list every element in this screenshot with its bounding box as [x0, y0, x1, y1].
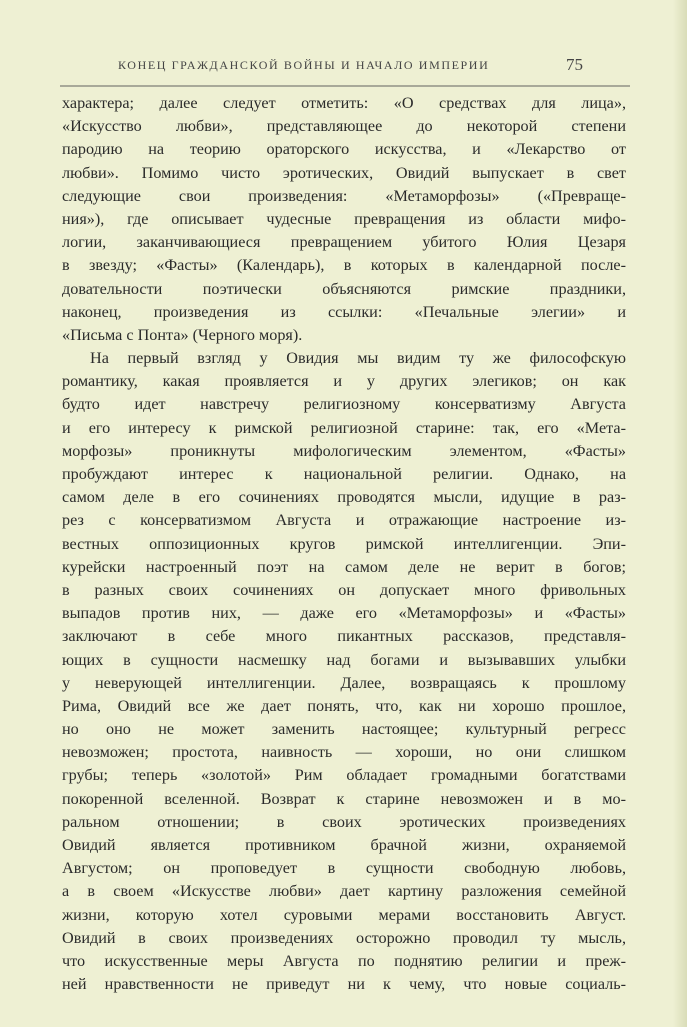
page-number: 75	[566, 55, 583, 74]
text-line: логии, заканчивающиеся превращением убитого Юлия Цезаря	[62, 233, 626, 252]
text-line: пародию на теорию ораторского искусства, и «Лекарство от	[62, 140, 626, 159]
text-line: следующие свои произведения: «Метаморфозы» («Превраще-	[62, 186, 626, 205]
text-line: и его интересу к римской религиозной старине: так, его «Мета-	[62, 418, 626, 437]
text-line: покоренной вселенной. Возврат к старине невозможен и в мо-	[62, 789, 626, 808]
text-line: жизни, которую хотел суровыми мерами восстановить Август.	[62, 905, 626, 924]
text-line: но оно не может заменить настоящее; культурный регресс	[62, 720, 626, 739]
text-line: выпадов против них, — даже его «Метаморфозы» и «Фасты»	[62, 604, 626, 623]
text-line: что искусственные меры Августа по поднятию религии и преж-	[62, 951, 626, 970]
text-line: На первый взгляд у Овидия мы видим ту же философскую	[90, 349, 626, 368]
text-line: будто идет навстречу религиозному консерватизму Августа	[62, 395, 626, 414]
text-line: в звезду; «Фасты» (Календарь), в которых в календарной после-	[62, 256, 626, 275]
text-line: довательности поэтически объясняются римские праздники,	[62, 279, 626, 298]
text-line: вестных оппозиционных кругов римской интеллигенции. Эпи-	[62, 534, 626, 553]
text-line: невозможен; простота, наивность — хороши, но они слишком	[62, 743, 626, 762]
text-line: а в своем «Искусстве любви» дает картину разложения семейной	[62, 882, 626, 901]
text-line: романтику, какая проявляется и у других элегиков; он как	[62, 372, 626, 391]
text-line: заключают в себе много пикантных рассказов, представля-	[62, 627, 626, 646]
text-line: у неверующей интеллигенции. Далее, возвращаясь к прошлому	[62, 673, 626, 692]
text-line: «Искусство любви», представляющее до некоторой степени	[62, 117, 626, 136]
text-line: Овидий является противником брачной жизни, охраняемой	[62, 836, 626, 854]
text-line: морфозы» проникнуты мифологическим элементом, «Фасты»	[62, 441, 626, 460]
text-line: Овидий в своих произведениях осторожно проводил ту мысль,	[62, 928, 626, 947]
text-line: «Письма с Понта» (Черного моря).	[62, 325, 303, 344]
text-line: наконец, произведения из ссылки: «Печальные элегии» и	[62, 302, 626, 321]
text-line: Рима, Овидий все же дает понять, что, как ни хорошо прошлое,	[62, 696, 626, 715]
text-line: Августом; он проповедует в сущности свободную любовь,	[62, 859, 626, 878]
page-edge-shadow	[673, 0, 687, 1027]
text-line: в разных своих сочинениях он допускает много фривольных	[62, 580, 626, 599]
text-line: пробуждают интерес к национальной религии. Однако, на	[62, 465, 626, 483]
running-header: КОНЕЦ ГРАЖДАНСКОЙ ВОЙНЫ И НАЧАЛО ИМПЕРИИ	[118, 58, 490, 72]
body-text	[62, 92, 626, 996]
text-line: грубы; теперь «золотой» Рим обладает громадными богатствами	[62, 766, 626, 785]
text-line: характера; далее следует отметить: «О средствах для лица»,	[62, 94, 626, 112]
text-line: ющих в сущности насмешку над богами и вызывавших улыбки	[62, 650, 626, 669]
header-rule	[60, 85, 630, 87]
text-line: курейски настроенный поэт на самом деле не верит в богов;	[62, 557, 626, 576]
text-line: ней нравственности не приведут ни к чему, что новые социаль-	[62, 975, 626, 994]
text-line: рез с консерватизмом Августа и отражающие настроение из-	[62, 511, 626, 530]
text-line: ния»), где описывает чудесные превращения из области мифо-	[62, 209, 626, 228]
text-line: ральном отношении; в своих эротических произведениях	[62, 812, 626, 831]
text-line: самом деле в его сочинениях проводятся мысли, идущие в раз-	[62, 488, 626, 507]
text-line: любви». Помимо чисто эротических, Овидий выпускает в свет	[62, 163, 626, 182]
